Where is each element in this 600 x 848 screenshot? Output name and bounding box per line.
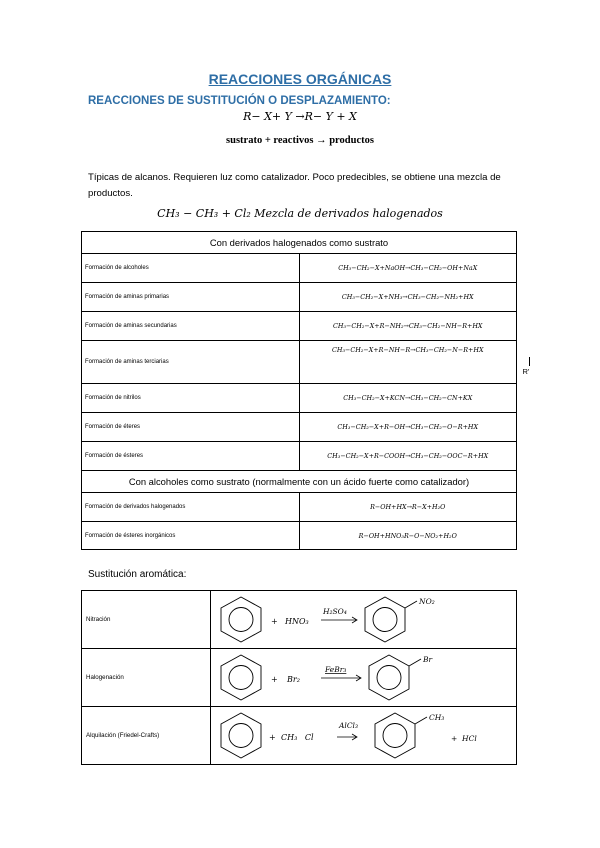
table-row: [82, 591, 517, 649]
aromatic-reaction-drawing: [211, 707, 517, 765]
branch-substituent: R': [522, 367, 530, 376]
reaction-formula: CH₃−CH₂−X+R−OH→CH₃−CH₂−O−R+HX: [299, 413, 517, 442]
reaction-label: Formación de ésteres: [82, 442, 300, 471]
plus-sign: +: [271, 675, 278, 684]
table-row: [82, 312, 517, 341]
general-description: sustrato + reactivos → productos: [226, 135, 374, 146]
reaction-arrow: [321, 617, 357, 623]
reaction-label: Formación de éteres: [82, 413, 300, 442]
reaction-formula-main: CH₃−CH₂−X+R−NH−R→CH₃−CH₂−N−R+HX: [331, 346, 484, 354]
benzene-ring-product: [375, 713, 427, 758]
section-heading: REACCIONES DE SUSTITUCIÓN O DESPLAZAMIENTO:: [88, 95, 391, 107]
aromatic-reaction-label: Nitración: [82, 591, 211, 649]
benzene-ring-product: [369, 655, 421, 700]
alkane-equation: CH₃ − CH₃ + Cl₂ Mezcla de derivados halogenados: [157, 207, 443, 220]
benzene-ring-reactant: [221, 713, 261, 758]
reaction-label: Formación de alcoholes: [82, 254, 300, 283]
benzene-ring-product: [365, 597, 417, 642]
benzene-ring-reactant: [221, 597, 261, 642]
tertiary-branch: [303, 354, 530, 378]
plus-sign: +: [271, 617, 278, 626]
benzene-ring-reactant: [221, 655, 261, 700]
product-substituent: CH₃: [429, 713, 445, 722]
reaction-label: Formación de aminas secundarias: [82, 312, 300, 341]
product-substituent: Br: [423, 655, 433, 664]
reaction-label: Formación de aminas terciarias: [82, 341, 300, 384]
reaction-formula-tertiary: [299, 341, 530, 384]
reaction-formula: CH₃−CH₂−X+R−COOH→CH₃−CH₂−OOC−R+HX: [299, 442, 517, 471]
reagent: HNO₃: [285, 617, 309, 626]
reagent: CH₃ Cl: [281, 733, 314, 742]
table-row: [82, 413, 517, 442]
reaction-arrow: [337, 734, 357, 740]
reaction-formula: R−OH+HNO₃R−O−NO₂+H₂O: [299, 522, 517, 550]
reaction-label: Formación de derivados halogenados: [82, 493, 300, 522]
catalyst: AlCl₃: [339, 721, 358, 730]
reaction-label: Formación de aminas primarias: [82, 283, 300, 312]
table-row: [82, 522, 517, 550]
aromatic-heading: Sustitución aromática:: [88, 569, 187, 580]
reaction-formula: R−OH+HX→R−X+H₂O: [299, 493, 517, 522]
extra-product: + HCl: [451, 734, 477, 743]
halide-group-header: Con derivados halogenados como sustrato: [82, 232, 517, 254]
catalyst: H₂SO₄: [323, 607, 347, 616]
reaction-label: Formación de nitrilos: [82, 384, 300, 413]
table-row: [82, 649, 517, 707]
reaction-formula: CH₃−CH₂−X+KCN→CH₃−CH₂−CN+KX: [299, 384, 517, 413]
aromatic-reaction-drawing: [211, 591, 517, 649]
aromatic-reaction-label: Halogenación: [82, 649, 211, 707]
table-row: [82, 254, 517, 283]
alcohol-group-header: Con alcoholes como sustrato (normalmente con un ácido fuerte como catalizador): [82, 471, 517, 493]
substitution-table: [81, 231, 530, 550]
reaction-formula: CH₃−CH₂−X+NH₃→CH₃−CH₂−NH₂+HX: [299, 283, 517, 312]
aromatic-reaction-label: Alquilación (Friedel-Crafts): [82, 707, 211, 765]
reaction-label: Formación de ésteres inorgánicos: [82, 522, 300, 550]
table-row: [82, 493, 517, 522]
document-title: REACCIONES ORGÁNICAS: [208, 71, 392, 87]
table-row: [82, 442, 517, 471]
product-substituent: NO₂: [419, 597, 435, 606]
reaction-formula: CH₃−CH₂−X+R−NH₂→CH₃−CH₂−NH−R+HX: [299, 312, 517, 341]
reaction-formula: CH₃−CH₂−X+NaOH→CH₃−CH₂−OH+NaX: [299, 254, 517, 283]
table-row: [82, 283, 517, 312]
table-row: [82, 341, 517, 384]
reaction-arrow: [321, 675, 361, 681]
catalyst: FeBr₃: [325, 665, 347, 674]
intro-paragraph: Típicas de alcanos. Requieren luz como catalizador. Poco predecibles, se obtiene una mezcla de productos.: [88, 172, 501, 199]
table-row: [82, 384, 517, 413]
reagent: Br₂: [287, 675, 300, 684]
branch-bond: [529, 357, 530, 366]
aromatic-table: [81, 590, 517, 765]
general-equation: R− X+ Y →R− Y + X: [243, 110, 357, 123]
plus-sign: +: [269, 733, 276, 742]
table-row: [82, 707, 517, 765]
aromatic-reaction-drawing: [211, 649, 517, 707]
